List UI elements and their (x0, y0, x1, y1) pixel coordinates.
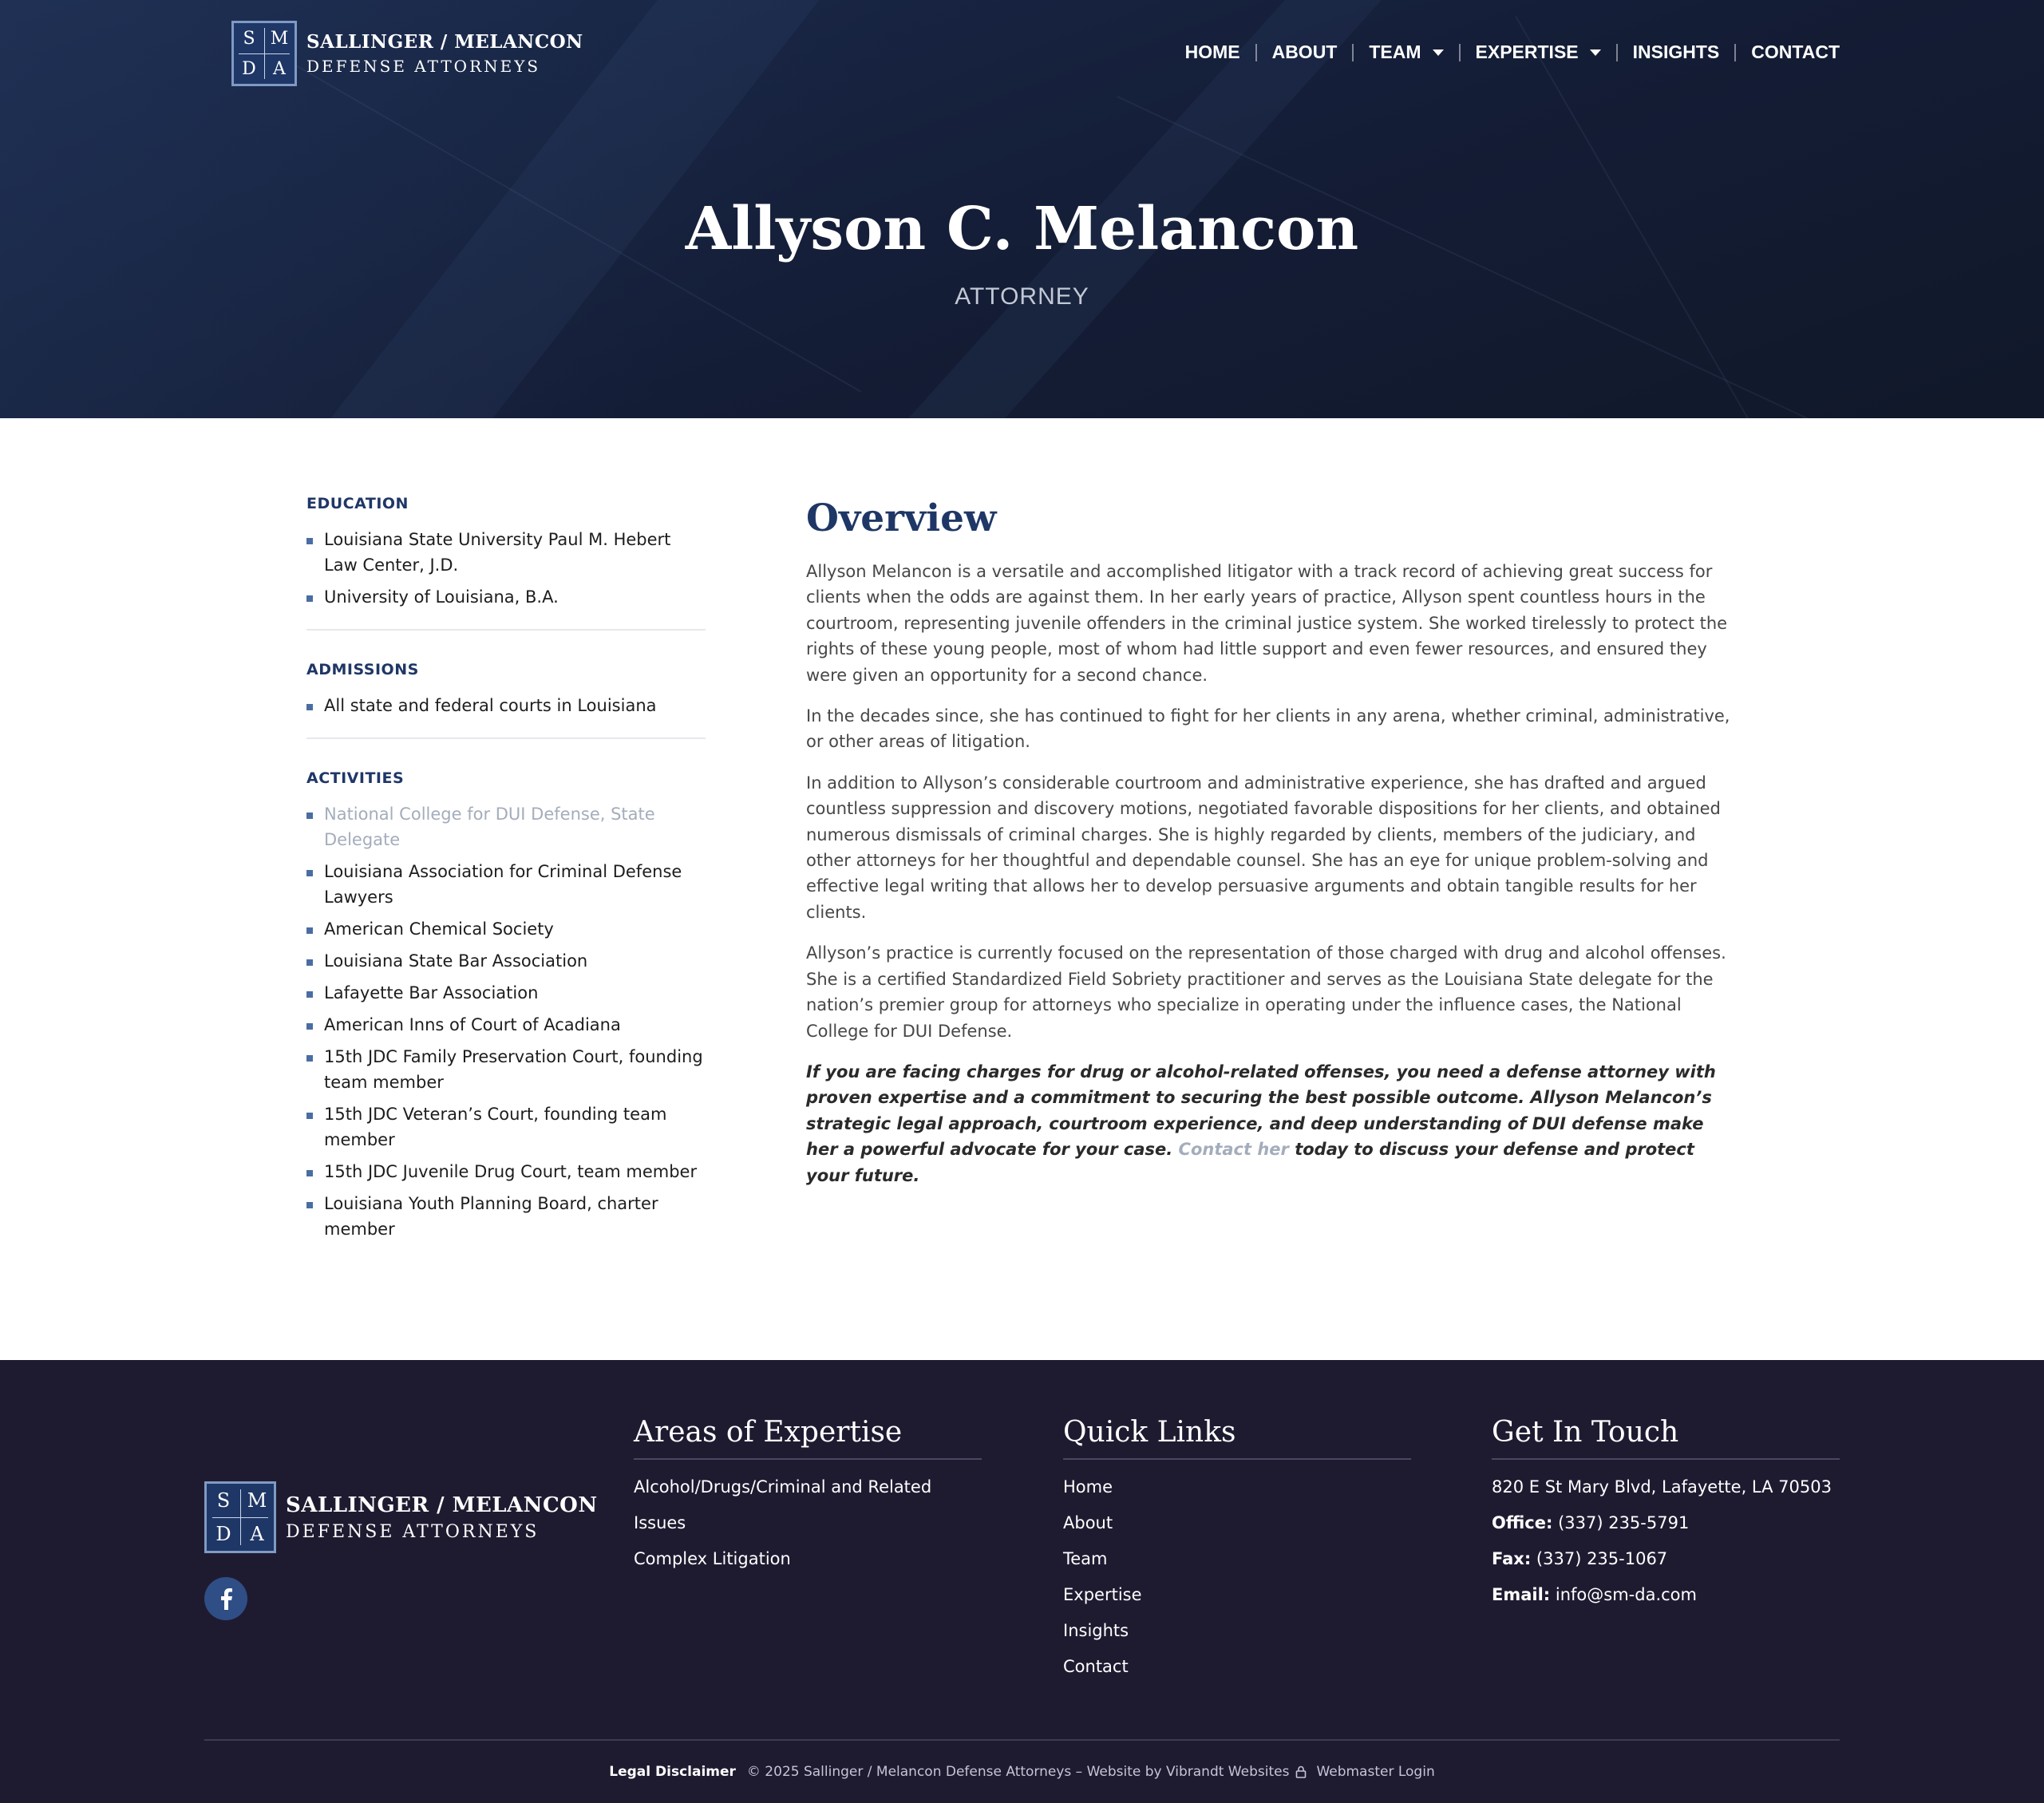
nav-home[interactable] (1185, 42, 1240, 63)
main-nav (1185, 42, 1840, 63)
footer-link[interactable]: Insights (1063, 1621, 1129, 1640)
list-item: American Chemical Society (306, 916, 706, 942)
footer-bottom-bar (0, 1764, 2044, 1780)
list-item: Louisiana Association for Criminal Defense Lawyers (306, 859, 706, 910)
logo-firm-name: SALLINGER / MELANCON (306, 31, 583, 53)
copyright-text: © 2025 Sallinger / Melancon Defense Attorneys – Website by Vibrandt Websites (746, 1764, 1290, 1780)
list-item: Louisiana Youth Planning Board, charter member (306, 1191, 706, 1242)
education-heading: EDUCATION (306, 495, 409, 512)
contact-list (1492, 1469, 1840, 1613)
education-list (306, 527, 706, 610)
page-subtitle: ATTORNEY (955, 283, 1089, 310)
nav-divider (1255, 44, 1257, 61)
footer-heading: Quick Links (1063, 1416, 1411, 1460)
admissions-heading: ADMISSIONS (306, 661, 419, 678)
nav-contact[interactable] (1751, 42, 1840, 63)
nav-divider (1734, 44, 1736, 61)
nav-insights[interactable] (1633, 42, 1720, 63)
overview-section (806, 496, 1740, 1188)
office-phone[interactable] (1492, 1505, 1840, 1541)
footer-link[interactable]: Home (1063, 1477, 1113, 1497)
office-number: (337) 235-5791 (1558, 1513, 1690, 1532)
nav-label: EXPERTISE (1475, 42, 1579, 62)
footer-heading: Areas of Expertise (634, 1416, 982, 1460)
fax-label: Fax: (1492, 1549, 1532, 1568)
overview-paragraph: Allyson Melancon is a versatile and accomplished litigator with a track record of achieving great success for clients when the odds are against them. In her early years of practice, Allyson spent countless hours in the courtroom, representing juvenile offenders in the criminal justice system. She worked tirelessly to protect the rights of these young people, most of whom had little support and even fewer resources, and ensured they were given an opportunity for a second chance. (806, 562, 1728, 685)
nav-team[interactable] (1369, 42, 1443, 63)
logo-wordmark (286, 1493, 598, 1542)
footer-link[interactable]: Expertise (1063, 1585, 1142, 1604)
address: 820 E St Mary Blvd, Lafayette, LA 70503 (1492, 1477, 1832, 1497)
nav-divider (1616, 44, 1618, 61)
divider (204, 1739, 1840, 1741)
facebook-button[interactable] (204, 1577, 247, 1620)
footer-link[interactable]: About (1063, 1513, 1113, 1532)
email-value: info@sm-da.com (1555, 1585, 1697, 1604)
cta-text: If you are facing charges for drug or alcohol-related offenses, you need a defense attorney with proven expertise and a commitment to securing the best possible outcome. Allyson Melancon’s strategic legal approach, courtroom experience, and deep understanding of DUI defense make her a powerful advocate for your case. (806, 1062, 1716, 1160)
list-item-link[interactable]: National College for DUI Defense, State Delegate (306, 801, 706, 852)
site-logo[interactable] (231, 21, 583, 86)
cta-text: today to discuss your defense and protect your future. (806, 1140, 1694, 1185)
overview-paragraph: In addition to Allyson’s considerable courtroom and administrative experience, she has drafted and argued countless suppression and discovery motions, negotiated favorable dispositions for her clients, and obtained numerous dismissals of criminal charges. She is highly regarded by clients, members of the judiciary, and other attorneys for her thoughtful and dependable counsel. She has an eye for unique problem-solving and effective legal writing that allows her to develop persuasive arguments and obtain tangible results for her clients. (806, 773, 1721, 922)
overview-paragraph: In the decades since, she has continued to fight for her clients in any arena, whether criminal, administrative, or other areas of litigation. (806, 706, 1730, 752)
monogram-letter: S (243, 28, 255, 49)
office-label: Office: (1492, 1513, 1553, 1532)
nav-divider (1459, 44, 1461, 61)
expertise-links (634, 1469, 982, 1577)
logo-tagline: DEFENSE ATTORNEYS (286, 1521, 540, 1542)
divider (306, 629, 706, 631)
nav-label: TEAM (1369, 42, 1421, 62)
footer-link[interactable]: Contact (1063, 1657, 1129, 1676)
fax-number (1492, 1541, 1840, 1577)
monogram-letter: M (247, 1489, 267, 1512)
list-item: 15th JDC Juvenile Drug Court, team member (306, 1159, 706, 1184)
lock-icon (1295, 1765, 1307, 1778)
nav-label: HOME (1184, 42, 1240, 62)
logo-monogram (204, 1481, 276, 1553)
logo-monogram (231, 21, 297, 86)
list-item: American Inns of Court of Acadiana (306, 1012, 706, 1038)
footer-logo[interactable] (204, 1481, 598, 1553)
footer-expertise (634, 1416, 982, 1577)
monogram-letter: A (273, 58, 286, 79)
call-to-action (806, 1059, 1740, 1188)
nav-about[interactable] (1272, 42, 1338, 63)
hero-banner (0, 0, 2044, 418)
monogram-letter: A (250, 1523, 264, 1545)
quick-links-list (1063, 1469, 1411, 1685)
footer-link[interactable]: Complex Litigation (634, 1549, 791, 1568)
webmaster-login-link[interactable]: Webmaster Login (1316, 1764, 1435, 1780)
divider (306, 737, 706, 739)
nav-label: CONTACT (1751, 42, 1840, 62)
email-link[interactable] (1492, 1577, 1840, 1613)
chevron-down-icon (1590, 49, 1601, 56)
overview-paragraph: Allyson’s practice is currently focused on the representation of those charged with drug and alcohol offenses. She is a certified Standardized Field Sobriety practitioner and serves as the Louisiana State delegate for the nation’s premier group for attorneys who specialize in operating under the influence cases, the National College for DUI Defense. (806, 943, 1726, 1041)
contact-her-link[interactable]: Contact her (1178, 1140, 1289, 1160)
nav-divider (1352, 44, 1354, 61)
footer-contact (1492, 1416, 1840, 1613)
logo-wordmark (306, 31, 583, 76)
footer-link[interactable]: Team (1063, 1549, 1108, 1568)
overview-heading: Overview (806, 496, 997, 540)
page-title: Allyson C. Melancon (685, 195, 1359, 263)
attorney-sidebar (306, 495, 706, 1248)
list-item: Louisiana State University Paul M. Hebert Law Center, J.D. (306, 527, 706, 578)
footer-link[interactable]: Alcohol/Drugs/Criminal and Related Issues (634, 1477, 932, 1532)
list-item: University of Louisiana, B.A. (306, 584, 706, 610)
email-label: Email: (1492, 1585, 1551, 1604)
footer-quick-links (1063, 1416, 1411, 1685)
list-item: Lafayette Bar Association (306, 980, 706, 1006)
monogram-letter: M (270, 28, 289, 49)
nav-label: ABOUT (1271, 42, 1338, 62)
activities-list (306, 801, 706, 1242)
logo-firm-name: SALLINGER / MELANCON (286, 1493, 598, 1517)
nav-label: INSIGHTS (1632, 42, 1720, 62)
facebook-icon (217, 1588, 235, 1610)
logo-tagline: DEFENSE ATTORNEYS (306, 57, 541, 76)
fax-value: (337) 235-1067 (1536, 1549, 1668, 1568)
site-footer (0, 1360, 2044, 1803)
activities-heading: ACTIVITIES (306, 769, 405, 787)
admissions-list (306, 693, 706, 718)
monogram-letter: D (242, 58, 256, 79)
list-item: 15th JDC Family Preservation Court, founding team member (306, 1044, 706, 1095)
monogram-letter: D (215, 1523, 231, 1545)
list-item: 15th JDC Veteran’s Court, founding team member (306, 1101, 706, 1153)
monogram-letter: S (216, 1489, 231, 1512)
nav-expertise[interactable] (1476, 42, 1601, 63)
list-item: Louisiana State Bar Association (306, 948, 706, 974)
legal-disclaimer-link[interactable]: Legal Disclaimer (609, 1764, 736, 1780)
list-item: All state and federal courts in Louisiana (306, 693, 706, 718)
footer-heading: Get In Touch (1492, 1416, 1840, 1460)
chevron-down-icon (1433, 49, 1444, 56)
